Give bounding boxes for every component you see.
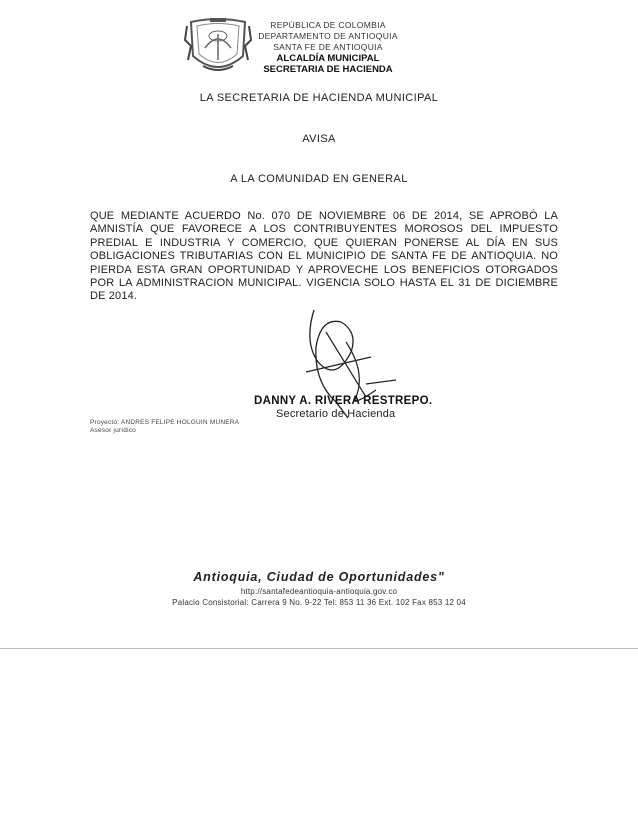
- prepared-by-name: Proyectó: ANDRES FELIPE HOLGUIN MUNERA: [90, 419, 240, 426]
- footer-slogan: Antioquia, Ciudad de Oportunidades": [193, 570, 445, 584]
- footer-url[interactable]: http://santafedeantioquia-antioquia.gov.co: [240, 587, 398, 596]
- header-mayoralty: ALCALDÍA MUNICIPAL: [276, 53, 380, 64]
- addressee-line: A LA COMUNIDAD EN GENERAL: [230, 173, 408, 185]
- header-municipality: SANTA FE DE ANTIOQUIA: [273, 42, 383, 52]
- header-department: DEPARTAMENTO DE ANTIOQUIA: [258, 31, 398, 41]
- notice-body: QUE MEDIANTE ACUERDO No. 070 DE NOVIEMBRE 06 DE 2014, SE APROBÓ LA AMNISTÍA QUE FAVORECE A LOS CONTRIBUYENTES MOROSOS DEL IMPUESTO PREDIAL E INDUSTRIA Y COMERCIO, QUE QUIERAN PONERSE AL DÍA EN SUS OBLIGACIONES TRIBUTARIAS CON EL MUNICIPIO DE SANTA FE DE ANTIOQUIA. NO PIERDA ESTA GRAN OPORTUNIDAD Y APROVECHE LOS BENEFICIOS OTORGADOS POR LA ADMINISTRACION MUNICIPAL. VIGENCIA SOLO HASTA EL 31 DE DICIEMBRE DE 2014.: [90, 210, 558, 303]
- page-edge-divider: [0, 648, 638, 649]
- header-office: SECRETARIA DE HACIENDA: [263, 64, 393, 75]
- footer-address: Palacio Consistorial: Carrera 9 No. 9-22 Tel: 853 11 36 Ext. 102 Fax 853 12 04: [172, 598, 466, 607]
- header-country: REPÚBLICA DE COLOMBIA: [270, 20, 386, 30]
- prepared-by: [90, 419, 239, 435]
- signer-name: DANNY A. RIVERA RESTREPO.: [254, 395, 433, 407]
- municipal-coat-of-arms-icon: [183, 16, 253, 80]
- notice-title: AVISA: [302, 133, 336, 145]
- prepared-by-role: Asesor jurídico: [90, 427, 136, 434]
- issuer-heading: LA SECRETARIA DE HACIENDA MUNICIPAL: [199, 92, 439, 104]
- letterhead: [258, 20, 398, 75]
- signer-role: Secretario de Hacienda: [276, 408, 396, 420]
